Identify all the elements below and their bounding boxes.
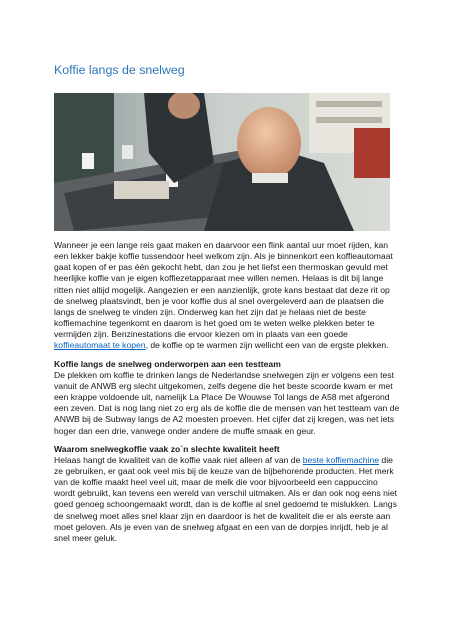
- photo-image: [54, 93, 390, 231]
- paragraph-testteam: De plekken om koffie te drinken langs de Nederlandse snelwegen zijn er volgens een test vanuit de ANWB erg slecht uitgekomen, zelfs degene die het beste scoorde kwam er met een krappe voldoende uit, namelijk La Place De Wouwse Tol langs de A58 met afgerond een zeven. Dat is nog lang niet zo erg als de koffie die de mensen van het testteam van de ANWB bij de Subway langs de A2 moesten proeven. Het cijfer dat zij kregen, was net iets hoger dan een drie, vanwege onder andere de muffe smaak en geur.: [54, 369, 400, 436]
- section-testteam: [54, 359, 400, 437]
- paragraph-kwaliteit-text: Helaas hangt de kwaliteit van de koffie vaak niet alleen af van de: [54, 454, 303, 465]
- article-body: [54, 240, 400, 551]
- paragraph-intro-text: Wanneer je een lange reis gaat maken en daarvoor een flink aantal uur moet rijden, kan een lekker bakje koffie tussendoor heel welkom zijn. Als je binnenkort een koffieautomaat gaat kopen of er pas één gekocht hebt, dan zou je het liefst een thermoskan gevuld met heerlijke koffie van je eigen koffiezetapparaat mee willen nemen. Helaas is dit bij lange ritten niet altijd mogelijk. Aangezien er een aanzienlijk, grote kans bestaat dat deze rit op de snelweg plaatsvindt, ben je voor koffie dus al snel overgeleverd aan de plaatsen die langs de snelweg te vinden zijn. Onderweg kan het zijn dat je helaas niet de beste koffiemachine tegenkomt en daarom is het goed om te weten welke plekken beter te vermijden zijn. Benzinestations die ervoor kiezen om in plaats van een goede: [54, 240, 393, 340]
- paragraph-kwaliteit-text-end: die ze gebruiken, er gaat ook veel mis bij de keuze van de bijbehorende producten. Het merk van de koffie maakt heel veel uit, maar de melk die voor bijvoorbeeld een cappuccino wordt gebruikt, kan tevens een wereld van verschil uitmaken. Als er dan ook nog eens niet goed genoeg schoongemaakt wordt, dan is de koffie al snel gedoemd te mislukken. Langs de snelweg moet alles snel klaar zijn en daardoor is het de kwaliteit die er als eerste aan moet geloven. Als je even van de snelweg afgaat en een van de dorpjes inrijdt, heb je al snel meer geluk.: [54, 454, 397, 543]
- paragraph-intro: [54, 240, 400, 352]
- article-title: Koffie langs de snelweg: [54, 63, 185, 77]
- section-kwaliteit: [54, 444, 400, 544]
- link-koffieautomaat-kopen[interactable]: koffieautomaat te kopen: [54, 340, 146, 351]
- subheading-testteam: Koffie langs de snelweg onderworpen aan een testteam: [54, 358, 281, 369]
- link-beste-koffiemachine[interactable]: beste koffiemachine: [302, 454, 380, 465]
- paragraph-intro-text-end: , de koffie op te warmen zijn wellicht een van de ergste plekken.: [145, 340, 389, 351]
- article-photo: [54, 93, 390, 231]
- subheading-kwaliteit: Waarom snelwegkoffie vaak zo´n slechte kwaliteit heeft: [54, 443, 280, 454]
